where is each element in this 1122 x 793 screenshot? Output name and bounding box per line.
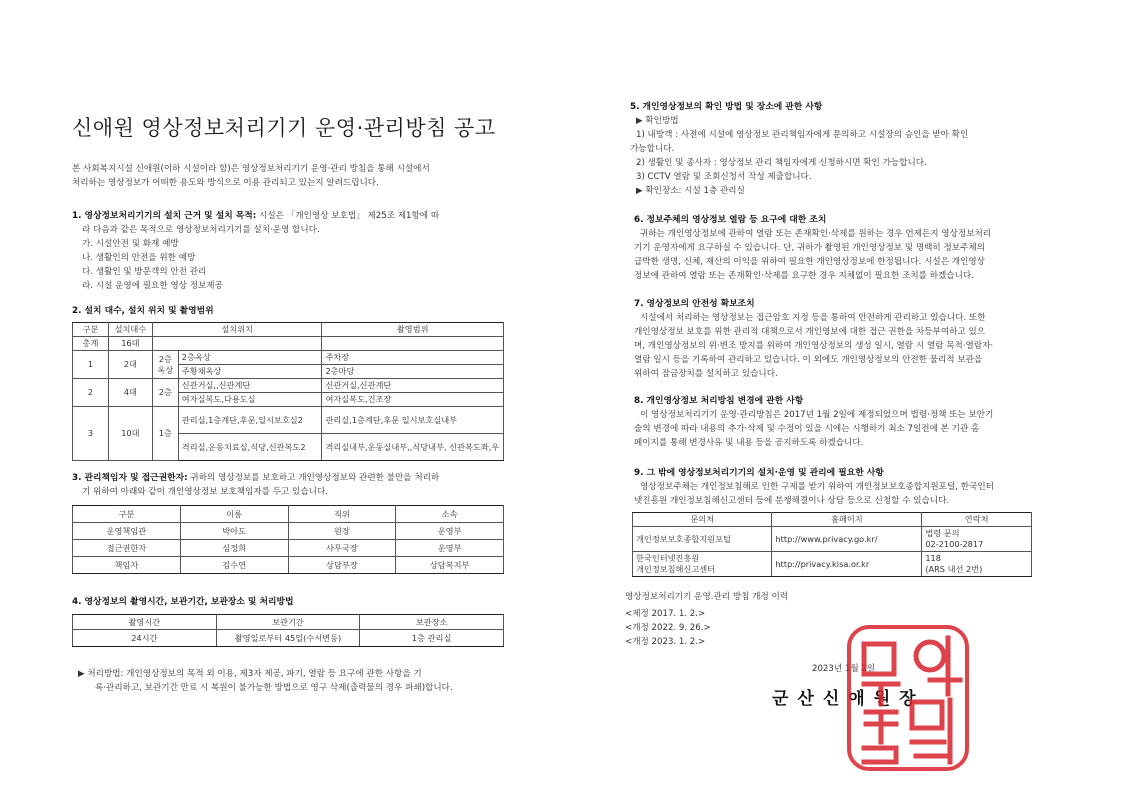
section-5-line: ▶ 확인방법	[636, 116, 679, 126]
contact-line: (ARS 내선 2번)	[925, 564, 983, 574]
table-cell: 상담복지부	[396, 557, 504, 574]
contact-line: 법령 문의	[925, 528, 960, 538]
table-cell: 사무국장	[288, 540, 396, 557]
table-cell: 여자실복도,다용도실	[178, 393, 322, 407]
table-cell: 3	[73, 407, 109, 461]
table-cell: 관리실,1층계단,후문,일시보호실2	[178, 407, 322, 434]
table-cell: 촬영일로부터 45일(수시변동)	[216, 630, 360, 647]
section-9-line: 넷진흥원 개인정보침해신고센터 등에 분쟁해결이나 상담 등으로 신청할 수 있습니다.	[634, 496, 950, 506]
section-7-line: 열람 일시 등을 기록하여 관리하고 있습니다. 이 외에도 개인영상정보의 안전한 물리적 보관을	[634, 355, 983, 365]
table-cell: 격리실내부,운동실내부,,식당내부, 신관복도좌,우	[322, 434, 504, 461]
table-cell: 개인정보보호종합지원포털	[633, 527, 772, 552]
section-6-line: 급박한 생명, 신체, 재산의 이익을 위하여 필요한 개인영상정보에 한정됩니다. 시설은 개인영상	[634, 257, 985, 267]
table-header: 홈페이지	[772, 513, 922, 527]
table-cell: 2층 옥상	[152, 351, 178, 379]
org-line: 한국인터넷진흥원	[636, 553, 700, 563]
table-cell: 2층옥상	[178, 351, 322, 365]
contact-line: 02-2100-2817	[925, 539, 984, 549]
table-header: 촬영범위	[322, 323, 504, 337]
manager-table	[72, 505, 504, 574]
table-cell: 2층마당	[322, 365, 504, 379]
table-cell: 상담부장	[288, 557, 396, 574]
intro-line: 처리하는 영상정보가 어떠한 용도와 방식으로 이용 관리되고 있는지 알려드립니다.	[72, 178, 379, 188]
section-7-line: 개인영상정보 보호를 위한 관리적 대책으로서 개인영보에 대한 접근 권한을 차등부여하고 있으	[634, 327, 986, 337]
purpose-item: 나. 생활인의 안전을 위한 예방	[82, 253, 196, 263]
table-header: 연락처	[922, 513, 1032, 527]
section-3-text: 기 위하여 아래와 같이 개인영상정보 보호책임자를 두고 있습니다.	[82, 487, 328, 497]
section-7	[634, 297, 1100, 381]
section-9-line: 영상정보주체는 개인정보침해로 인한 구제를 받기 위하여 개인정보보호종합지원포털, 한국인터	[640, 482, 994, 492]
section-8-heading: 8. 개인영상정보 처리방침 변경에 관한 사항	[634, 396, 804, 406]
processing-note-line: ▶ 처리방법: 개인영상정보의 목적 외 이용, 제3자 제공, 파기, 열람 등 요구에 관한 사항을 기	[78, 669, 422, 679]
table-cell: 16대	[108, 337, 152, 351]
table-cell: 운영책임관	[73, 523, 181, 540]
processing-note	[78, 667, 518, 695]
section-6-line: 기기 운영자에게 요구하실 수 있습니다. 단, 귀하가 촬영된 개인영상정보 및 명백히 정보주체의	[634, 243, 985, 253]
table-cell: 2대	[108, 351, 152, 379]
contact-line: 118	[925, 553, 941, 563]
table-header: 소속	[396, 506, 504, 523]
section-5-line: 1) 내방객 : 사전에 시설에 영상정보 관리책임자에게 문의하고 시설장의 승인을 받아 확인	[636, 130, 969, 140]
table-cell	[922, 552, 1032, 577]
official-seal-icon	[846, 624, 970, 772]
table-cell: 운영부	[396, 523, 504, 540]
table-cell: 신관거실,신관계단	[322, 379, 504, 393]
table-cell: 10대	[108, 407, 152, 461]
table-header: 직위	[288, 506, 396, 523]
section-9-heading: 9. 그 밖에 영상정보처리기기의 설치·운영 및 관리에 필요한 사항	[634, 468, 884, 478]
revision-item: <개정 2022. 9. 26.>	[625, 623, 711, 633]
intro	[72, 162, 512, 190]
section-7-line: 위하여 잠금장치를 설치하고 있습니다.	[634, 369, 778, 379]
notice-date: 2023년 1월 2일	[812, 664, 876, 674]
section-6-line: 귀하는 개인영상정보에 관하여 열람 또는 존재확인·삭제를 원하는 경우 언제든지 영상정보처리	[640, 229, 992, 239]
section-8-line: 술의 변경에 따라 내용의 추가·삭제 및 수정이 있을 시에는 시행하기 최소 7일전에 본 기관 홈	[634, 424, 980, 434]
contact-table	[632, 512, 1032, 577]
section-5-heading: 5. 개인영상정보의 확인 방법 및 장소에 관한 사항	[630, 102, 823, 112]
table-header: 이름	[180, 506, 288, 523]
revision-item: <개정 2023. 1. 2.>	[625, 637, 706, 647]
section-5-line: 3) CCTV 열람 및 조회신청서 작성 제출합니다.	[636, 172, 812, 182]
section-8-line: 페이지를 통해 변경사유 및 내용 등을 공지하도록 하겠습니다.	[634, 438, 864, 448]
table-header: 구분	[73, 506, 181, 523]
table-cell: 박아도	[180, 523, 288, 540]
section-5	[630, 100, 1100, 198]
section-7-heading: 7. 영상정보의 안전성 확보조치	[634, 299, 755, 309]
table-cell: http://www.privacy.go.kr/	[772, 527, 922, 552]
intro-line: 본 사회복지시설 신애원(이하 시설이라 함)은 영상정보처리기기 운영·관리 방침을 통해 시설에서	[72, 164, 430, 174]
table-cell: 4대	[108, 379, 152, 407]
section-1-heading: 1. 영상정보처리기기의 설치 근거 및 설치 목적:	[72, 211, 257, 221]
table-header: 구분	[73, 323, 109, 337]
table-cell: 24시간	[73, 630, 217, 647]
section-6-heading: 6. 정보주체의 영상정보 열람 등 요구에 대한 조치	[634, 215, 827, 225]
table-cell: 운영부	[396, 540, 504, 557]
section-7-line: 시설에서 처리하는 영상정보는 접근암호 지정 등을 통하여 안전하게 관리하고 있습니다. 또한	[640, 313, 986, 323]
table-header: 문의처	[633, 513, 772, 527]
revision-history-title: 영상정보처리기기 운영.관리 방침 개정 이력	[625, 592, 789, 602]
section-7-line: 며, 개인영상정보의 위·변조 방지를 위하여 개인영상정보의 생성 일시, 열람 시 열람 목적·열람자·	[634, 341, 994, 351]
table-cell: 심정희	[180, 540, 288, 557]
section-6-line: 정보에 관하여 열람 또는 존재확인·삭제를 요구한 경우 지체없이 필요한 조치를 하겠습니다.	[634, 271, 974, 281]
section-5-line: 2) 생활인 및 종사자 : 영상정보 관리 책임자에게 신청하시면 확인 가능합니다.	[636, 158, 927, 168]
purpose-item: 다. 생활인 및 방문객의 안전 관리	[82, 267, 207, 277]
section-8-line: 이 영상정보처리기기 운영·관리방침은 2017년 1월 2일에 제정되었으며 법령·정책 또는 보안기	[640, 410, 994, 420]
signature-name: 군산신애원장	[772, 689, 925, 709]
section-8	[634, 394, 1100, 450]
purpose-item: 라. 시설 운영에 필요한 영상 정보제공	[82, 281, 223, 291]
table-cell: 접근권한자	[73, 540, 181, 557]
table-header: 보관장소	[360, 615, 504, 630]
table-cell: 1층 관리실	[360, 630, 504, 647]
table-header: 설치대수	[108, 323, 152, 337]
table-header: 설치위치	[152, 323, 322, 337]
section-6	[634, 213, 1100, 283]
table-cell: 2층	[152, 379, 178, 407]
table-header: 보관기간	[216, 615, 360, 630]
section-5-line: ▶ 확인장소: 시설 1층 관리실	[636, 186, 745, 196]
table-cell: 1층	[152, 407, 178, 461]
table-cell: 1	[73, 351, 109, 379]
section-1-text: 라 다음과 같은 목적으로 영상정보처리기기를 설치·운영 합니다.	[82, 225, 320, 235]
table-cell: 원장	[288, 523, 396, 540]
section-3-heading: 3. 관리책임자 및 접근권한자:	[72, 473, 188, 483]
table-cell: 격리실,운동치료실,식당,신관복도2	[178, 434, 322, 461]
table-cell: 여자실복도,건조장	[322, 393, 504, 407]
section-3	[72, 471, 512, 499]
section-1	[72, 209, 512, 293]
org-line: 개인정보침해신고센터	[636, 564, 716, 574]
section-4-heading: 4. 영상정보의 촬영시간, 보관기간, 보관장소 및 처리방법	[72, 597, 294, 607]
table-cell: http://privacy.kisa.or.kr	[772, 552, 922, 577]
section-2-heading: 2. 설치 대수, 설치 위치 및 촬영범위	[72, 306, 214, 316]
table-cell	[922, 527, 1032, 552]
purpose-item: 가. 시설안전 및 화재 예방	[82, 239, 179, 249]
retention-table	[72, 614, 504, 647]
section-1-text: 시설은 「개인영상 보호법」 제25조 제1항에 따	[256, 211, 440, 221]
table-cell: 주차장	[322, 351, 504, 365]
table-cell: 관리실,1층계단,후문 일시보호실내부	[322, 407, 504, 434]
page-title: 신애원 영상정보처리기기 운영·관리방침 공고	[72, 116, 496, 140]
table-cell: 2	[73, 379, 109, 407]
table-cell: 김수연	[180, 557, 288, 574]
revision-item: <제정 2017. 1. 2.>	[625, 609, 706, 619]
section-5-line: 가능합니다.	[630, 144, 675, 154]
table-cell: 책임자	[73, 557, 181, 574]
install-table	[72, 322, 504, 461]
table-cell: 총계	[73, 337, 109, 351]
table-cell: 신관거실,,신관계단	[178, 379, 322, 393]
table-cell	[633, 552, 772, 577]
table-header: 촬영시간	[73, 615, 217, 630]
table-cell: 주황채옥상	[178, 365, 322, 379]
section-3-text: 귀하의 영상정보를 보호하고 개인영상정보와 관련한 불만을 처리하	[187, 473, 440, 483]
processing-note-line: 록·관리하고, 보관기간 만료 시 복원이 불가능한 방법으로 영구 삭제(출력물의 경우 파쇄)합니다.	[95, 683, 453, 693]
section-9	[634, 466, 1100, 508]
